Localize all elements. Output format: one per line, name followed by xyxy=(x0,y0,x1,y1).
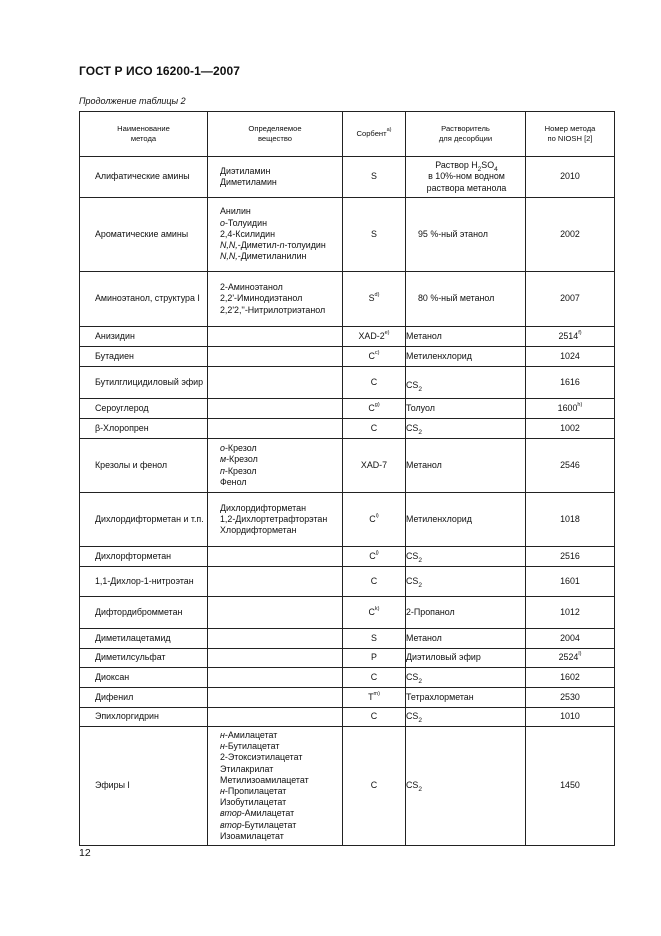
sorbent-cell: $T^{m)}$ xyxy=(343,688,406,708)
substance-cell: н-Амилацетат н-Бутилацетат 2-Этоксиэтилацетат Этилакрилат Метилизоамилацетат н-Пропилацетат Изобутилацетат втор-Амилацетат втор-Бутилацетат Изоамилацетат xyxy=(208,727,343,846)
desorption-cell: Метиленхлорид xyxy=(406,347,526,367)
niosh-number-cell: 2530 xyxy=(526,688,615,708)
table-row xyxy=(80,597,615,629)
table-row xyxy=(80,347,615,367)
niosh-number-cell: 1024 xyxy=(526,347,615,367)
sorbent-cell: C xyxy=(343,567,406,597)
desorption-cell: Метанол xyxy=(406,629,526,649)
table-header-row xyxy=(80,112,615,157)
niosh-number-cell: 1602 xyxy=(526,668,615,688)
niosh-number-cell: 2004 xyxy=(526,629,615,649)
table-row xyxy=(80,727,615,846)
substance-cell: Анилин о-Толуидин 2,4-Ксилидин N,N,-Диметил-n-толуидин N,N,-Диметиланилин xyxy=(208,198,343,272)
document-header: ГОСТ Р ИСО 16200-1—2007 xyxy=(79,64,241,78)
desorption-cell: Диэтиловый эфир xyxy=(406,649,526,668)
column-header-method: Наименование метода xyxy=(80,112,208,157)
substance-cell xyxy=(208,688,343,708)
method-name-cell: β-Хлоропрен xyxy=(80,419,208,439)
substance-cell xyxy=(208,567,343,597)
niosh-number-cell: 2002 xyxy=(526,198,615,272)
niosh-number-cell: 1601 xyxy=(526,567,615,597)
sorbent-cell: C xyxy=(343,708,406,727)
niosh-number-cell: 1012 xyxy=(526,597,615,629)
sorbent-cell: $C^{g)}$ xyxy=(343,399,406,419)
table-row xyxy=(80,629,615,649)
desorption-cell: Толуол xyxy=(406,399,526,419)
table-row xyxy=(80,668,615,688)
table-row xyxy=(80,272,615,327)
method-name-cell: Бутадиен xyxy=(80,347,208,367)
sorbent-cell: $C^{j)}$ xyxy=(343,547,406,567)
desorption-cell: Метанол xyxy=(406,439,526,493)
desorption-cell: 95 %-ный этанол xyxy=(406,198,526,272)
method-name-cell: Анизидин xyxy=(80,327,208,347)
methods-table xyxy=(79,111,615,846)
substance-cell xyxy=(208,367,343,399)
substance-cell xyxy=(208,629,343,649)
table-row xyxy=(80,419,615,439)
method-name-cell: Дихлорфторметан xyxy=(80,547,208,567)
method-name-cell: Дихлордифторметан и т.п. xyxy=(80,493,208,547)
table-row xyxy=(80,708,615,727)
sorbent-cell: C xyxy=(343,668,406,688)
table-row xyxy=(80,157,615,198)
niosh-number-cell: 1010 xyxy=(526,708,615,727)
niosh-number-cell: 2514$^{f)}$ xyxy=(526,327,615,347)
desorption-cell: $CS_2$ xyxy=(406,668,526,688)
niosh-number-cell: 2516 xyxy=(526,547,615,567)
sorbent-cell: C xyxy=(343,419,406,439)
table-row xyxy=(80,399,615,419)
sorbent-cell: P xyxy=(343,649,406,668)
method-name-cell: Бутилглицидиловый эфир xyxy=(80,367,208,399)
substance-cell xyxy=(208,547,343,567)
substance-cell: 2-Аминоэтанол 2,2'-Иминодиэтанол 2,2'2,''-Нитрилотриэтанол xyxy=(208,272,343,327)
substance-cell xyxy=(208,327,343,347)
substance-cell: Диэтиламин Диметиламин xyxy=(208,157,343,198)
table-row xyxy=(80,367,615,399)
table-row xyxy=(80,493,615,547)
method-name-cell: Диметилацетамид xyxy=(80,629,208,649)
method-name-cell: Эфиры I xyxy=(80,727,208,846)
method-name-cell: Аминоэтанол, структура I xyxy=(80,272,208,327)
niosh-number-cell: 1450 xyxy=(526,727,615,846)
sorbent-cell: S xyxy=(343,157,406,198)
desorption-cell: 2-Пропанол xyxy=(406,597,526,629)
sorbent-cell: $C^{c)}$ xyxy=(343,347,406,367)
substance-cell xyxy=(208,419,343,439)
method-name-cell: Крезолы и фенол xyxy=(80,439,208,493)
substance-cell: о-Крезол м-Крезол п-Крезол Фенол xyxy=(208,439,343,493)
method-name-cell: Сероуглерод xyxy=(80,399,208,419)
table-row xyxy=(80,547,615,567)
desorption-cell: 80 %-ный метанол xyxy=(406,272,526,327)
method-name-cell: Алифатические амины xyxy=(80,157,208,198)
table-row xyxy=(80,649,615,668)
column-header-niosh: Номер метода по NIOSH [2] xyxy=(526,112,615,157)
desorption-cell: $CS_2$ xyxy=(406,708,526,727)
sorbent-cell: XAD-2$^{e)}$ xyxy=(343,327,406,347)
niosh-number-cell: 1616 xyxy=(526,367,615,399)
sorbent-cell: S xyxy=(343,198,406,272)
table-caption: Продолжение таблицы 2 xyxy=(79,96,186,106)
desorption-cell: Метанол xyxy=(406,327,526,347)
substance-cell: Дихлордифторметан 1,2-Дихлортетрафторэтан Хлордифторметан xyxy=(208,493,343,547)
substance-cell xyxy=(208,708,343,727)
table-row xyxy=(80,567,615,597)
niosh-number-cell: 1002 xyxy=(526,419,615,439)
method-name-cell: Ароматические амины xyxy=(80,198,208,272)
page-number: 12 xyxy=(79,847,91,859)
niosh-number-cell: 2546 xyxy=(526,439,615,493)
column-header-substance: Определяемое вещество xyxy=(208,112,343,157)
desorption-cell: Тетрахлорметан xyxy=(406,688,526,708)
desorption-cell: $CS_2$ xyxy=(406,567,526,597)
method-name-cell: Дифенил xyxy=(80,688,208,708)
niosh-number-cell: 2524$^{l)}$ xyxy=(526,649,615,668)
table-row xyxy=(80,198,615,272)
substance-cell xyxy=(208,597,343,629)
substance-cell xyxy=(208,668,343,688)
niosh-number-cell: 2010 xyxy=(526,157,615,198)
table-row xyxy=(80,327,615,347)
sorbent-cell: XAD-7 xyxy=(343,439,406,493)
sorbent-cell: S xyxy=(343,629,406,649)
column-header-desorption: Растворитель для десорбции xyxy=(406,112,526,157)
table-row xyxy=(80,439,615,493)
method-name-cell: Диметилсульфат xyxy=(80,649,208,668)
sorbent-cell: C xyxy=(343,727,406,846)
method-name-cell: Диоксан xyxy=(80,668,208,688)
table-row xyxy=(80,688,615,708)
column-header-sorbent: Сорбент$^{a)}$ xyxy=(343,112,406,157)
substance-cell xyxy=(208,649,343,668)
method-name-cell: Дифтордибромметан xyxy=(80,597,208,629)
method-name-cell: 1,1-Дихлор-1-нитроэтан xyxy=(80,567,208,597)
desorption-cell: Метиленхлорид xyxy=(406,493,526,547)
sorbent-cell: C xyxy=(343,367,406,399)
substance-cell xyxy=(208,347,343,367)
desorption-cell: $CS_2$ xyxy=(406,419,526,439)
niosh-number-cell: 2007 xyxy=(526,272,615,327)
desorption-cell: $CS_2$ xyxy=(406,367,526,399)
niosh-number-cell: 1018 xyxy=(526,493,615,547)
sorbent-cell: $C^{i)}$ xyxy=(343,493,406,547)
niosh-number-cell: 1600$^{h)}$ xyxy=(526,399,615,419)
method-name-cell: Эпихлоргидрин xyxy=(80,708,208,727)
desorption-cell: Раствор $H_2SO_4$ в 10%-ном водном раствора метанола xyxy=(406,157,526,198)
sorbent-cell: $S^{d)}$ xyxy=(343,272,406,327)
substance-cell xyxy=(208,399,343,419)
sorbent-cell: $C^{k)}$ xyxy=(343,597,406,629)
desorption-cell: $CS_2$ xyxy=(406,547,526,567)
desorption-cell: $CS_2$ xyxy=(406,727,526,846)
